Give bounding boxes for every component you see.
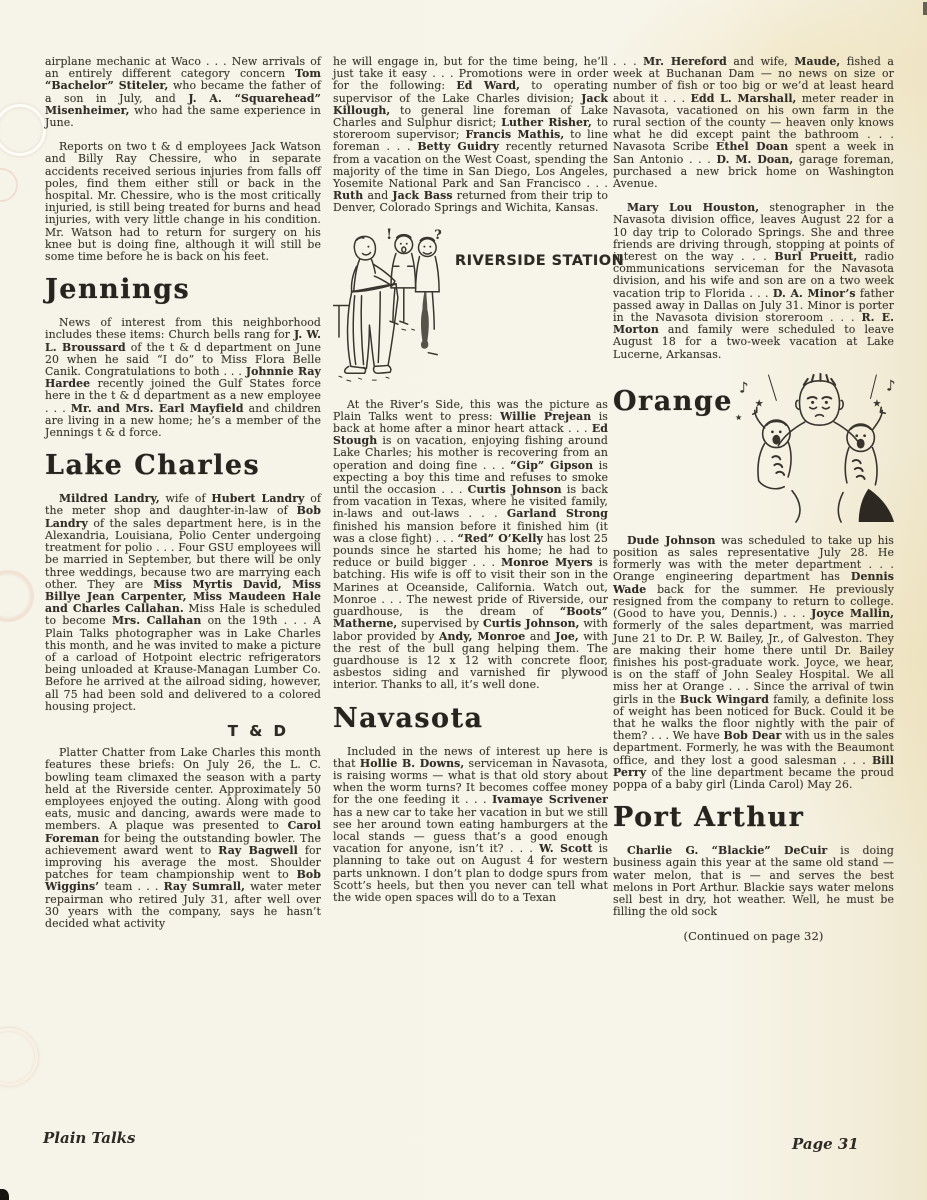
text-column-3 bbox=[613, 56, 894, 943]
paragraph: . . . Mr. Hereford and wife, Maude, fished a week at Buchanan Dam — no news on size or number of fish or too big or we’d at least heard about it . . . Edd L. Marshall, meter reader in Navasota, vacationed on his own farm in the rural section of the county — heaven only knows what he did except paint the bathroom . . . Navasota Scribe Ethel Doan spent a week in San Antonio . . . D. M. Doan, garage foreman, purchased a new brick home on Washington Avenue. bbox=[613, 55, 895, 191]
svg-text:★: ★ bbox=[872, 398, 882, 410]
paragraph: Mary Lou Houston, stenographer in the Navasota division office, leaves August 22 for a 10 day trip to Colorado Springs. She and three friends are driving through, stopping at points of interest on the way . . . Burl Prueitt, radio communications serviceman for the Navasota division, and his wife and son are on a two week vacation trip to Florida . . . D. A. Minor’s father passed away in Dallas on July 31. Minor is porter in the Navasota division storeroom . . . R. E. Morton and family were scheduled to leave August 18 for a two-week vacation at Lake Lucerne, Arkansas. bbox=[613, 201, 895, 361]
oversized-pants-cartoon bbox=[333, 227, 451, 389]
section-heading-jennings: Jennings bbox=[45, 274, 191, 306]
paragraph: News of interest from this neighborhood includes these items: Church bells rang for J. W. L. Broussard of the t & d department on June 20 when he said “I do” to Miss Flora Belle Canik. Congratulations to both . . . Johnnie Ray Hardee recently joined the Gulf States force here in the t & d department as a new employee . . . Mr. and Mrs. Earl Mayfield and children are living in a new home; he’s a member of the Jennings t & d force. bbox=[45, 316, 321, 440]
scan-corner-speck bbox=[0, 1189, 9, 1200]
svg-text:★: ★ bbox=[735, 412, 743, 422]
riverside-station-caption: RIVERSIDE STATION bbox=[455, 252, 625, 269]
sub-heading-t-and-d: T & D bbox=[227, 721, 289, 740]
footer-page-number: Page 31 bbox=[792, 1135, 859, 1153]
punch-hole bbox=[0, 104, 46, 156]
paragraph: Included in the news of interest up here is that Hollie B. Downs, serviceman in Navasota, is raising worms — what is that old story about when the worm turns? It becomes coffee money for the one feeding it . . . Ivamaye Scrivener has a new car to take her vacation in but we still see her around town eating hamburgers at the local stands — guess that’s a good enough vacation for anyone, isn’t it? . . . W. Scott is planning to take out on August 4 for western parts unknown. I don’t plan to dodge spurs from Scott’s heels, but then you never can tell what the wide open spaces will do to a Texan bbox=[333, 744, 608, 904]
continued-note: (Continued on page 32) bbox=[683, 929, 824, 944]
svg-text:?: ? bbox=[434, 227, 442, 243]
text-column-2 bbox=[333, 55, 625, 916]
paragraph: Platter Chatter from Lake Charles this month features these briefs: On July 26, the L. C. bowling team climaxed the season with a party held at the Riverside center. Approximately 50 employees enjoyed the outing. Along with good eats, music and dancing, awards were made to members. A plaque was presented to Carol Foreman for being the outstanding bowler. The achievement award went to Ray Bagwell for improving his average the most. Shoulder patches for team championship went to Bob Wiggins’ team . . . Ray Sumrall, water meter repairman who retired July 31, after well over 30 years with the company, says he hasn’t decided what activity bbox=[45, 746, 322, 930]
svg-text:!: ! bbox=[386, 226, 393, 243]
riverside-station-illustration-row bbox=[333, 226, 625, 389]
paragraph: airplane mechanic at Waco . . . New arrivals of an entirely different category concern Tom “Bachelor” Stiteler, who became the father of a son in July, and J. A. “Squarehead” Misenheimer, who had the same experience in June. bbox=[45, 55, 321, 130]
paragraph: he will engage in, but for the time being, he’ll just take it easy . . . Promotions were in order for the following: Ed Ward, to operating supervisor of the Lake Charles division; Jack Killough, to general line foreman of Lake Charles and Sulphur disrict; Luther Risher, to storeroom supervisor; Francis Mathis, to line foreman . . . Betty Guidry recently returned from a vacation on the West Coast, spending the majority of the time in San Diego, Los Angeles, Yosemite National Park and San Francisco . . . Ruth and Jack Bass returned from their trip to Denver, Colorado Springs and Wichita, Kansas. bbox=[333, 55, 608, 215]
paragraph: Reports on two t & d employees Jack Watson and Billy Ray Chessire, who in separate accidents received serious injuries from falls off poles, find them either still or back in the hospital. Mr. Chessire, who is the most critically injuried, is still being treated for burns and head injuries, with very little change in his condition. Mr. Watson had to return for surgery on his knee but is doing fine, although it will still be some time before he is back on his feet. bbox=[45, 140, 321, 264]
section-heading-orange: Orange bbox=[613, 385, 733, 417]
punch-hole bbox=[0, 1028, 38, 1086]
svg-text:♪: ♪ bbox=[886, 377, 896, 395]
section-heading-port-arthur: Port Arthur bbox=[613, 802, 805, 834]
text-column-1 bbox=[45, 56, 321, 942]
scan-edge-speck bbox=[923, 2, 927, 15]
svg-text:♪: ♪ bbox=[739, 379, 749, 397]
paragraph: Dude Johnson was scheduled to take up his position as sales representative July 28. He formerly was with the meter department . . . Orange engineering department has Dennis Wade back for the summer. He previously resigned from the company to return to college. (Good to have you, Dennis.) . . . Joyce Mallin, formerly of the sales department, was married June 21 to Dr. P. W. Bailey, Jr., of Galveston. They are making their home there until Dr. Bailey finishes his post-graduate work. Joyce, we hear, is on the staff of John Sealey Hospital. We all miss her at Orange . . . Since the arrival of twin girls in the Buck Wingard family, a definite loss of weight has been noticed for Buck. Could it be that he walks the floor nightly with the pair of them? . . . We have Bob Dear with us in the sales department. Formerly, he was with the Beaumont office, and they lost a good salesman . . . Bill Perry of the line department became the proud poppa of a baby girl (Linda Carol) May 26. bbox=[613, 533, 895, 791]
section-heading-lake-charles: Lake Charles bbox=[45, 450, 261, 482]
paragraph: At the River’s Side, this was the picture as Plain Talks went to press: Willie Prejean is back at home after a minor heart attack . . . Ed Stough is on vacation, enjoying fishing around Lake Charles; his mother is recovering from an operation and doing fine . . . “Gip” Gipson is expecting a boy this time and refuses to smoke until the occasion . . . Curtis Johnson is back from vacation in Texas, where he visited family, in-laws and out-laws . . . Garland Strong finished his mansion before it finished him (it was a close fight) . . . “Red” O’Kelly has lost 25 pounds since he started his home; he had to reduce or build bigger . . . Monroe Myers is batching. His wife is off to visit their son in the Marines at Oceanside, California. Watch out, Monroe . . . The newest pride of Riverside, our guardhouse, is the dream of “Boots” Matherne, supervised by Curtis Johnson, with labor provided by Andy, Monroe and Joe, with the rest of the bull gang helping them. The guardhouse is 12 x 12 with concrete floor, asbestos siding and varnished fir plywood interior. Thanks to all, it’s well done. bbox=[333, 397, 609, 692]
heading-illustration-row bbox=[613, 373, 894, 525]
section-heading-navasota: Navasota bbox=[333, 702, 484, 734]
crying-twins-cartoon bbox=[733, 373, 905, 525]
punch-hole bbox=[0, 570, 34, 622]
paragraph: Charlie G. “Blackie” DeCuir is doing business again this year at the same old stand — water melon, that is — and serves the best melons in Port Arthur. Blackie says water melons sell best in dry, hot weather. Well, he must be filling the old sock bbox=[613, 844, 894, 919]
paragraph: Mildred Landry, wife of Hubert Landry of the meter shop and daughter-in-law of Bob Landry of the sales department here, is in the Alexandria, Louisiana, Polio Center undergoing treatment for polio . . . Four GSU employees will be married in September, but there will be only three weddings, because two are marrying each other. They are Miss Myrtis David, Miss Billye Jean Carpenter, Miss Maudeen Hale and Charles Callahan. Miss Hale is scheduled to become Mrs. Callahan on the 19th . . . A Plain Talks photographer was in Lake Charles this month, and he was invited to make a picture of a carload of Hotpoint electric refrigerators being unloaded at Krause-Managan Lumber Co. Before he arrived at the ailroad siding, however, all 75 had been sold and delivered to a colored housing project. bbox=[45, 492, 322, 713]
svg-text:★: ★ bbox=[754, 398, 764, 410]
footer-publication-name: Plain Talks bbox=[43, 1129, 136, 1147]
punch-hole bbox=[0, 168, 18, 202]
